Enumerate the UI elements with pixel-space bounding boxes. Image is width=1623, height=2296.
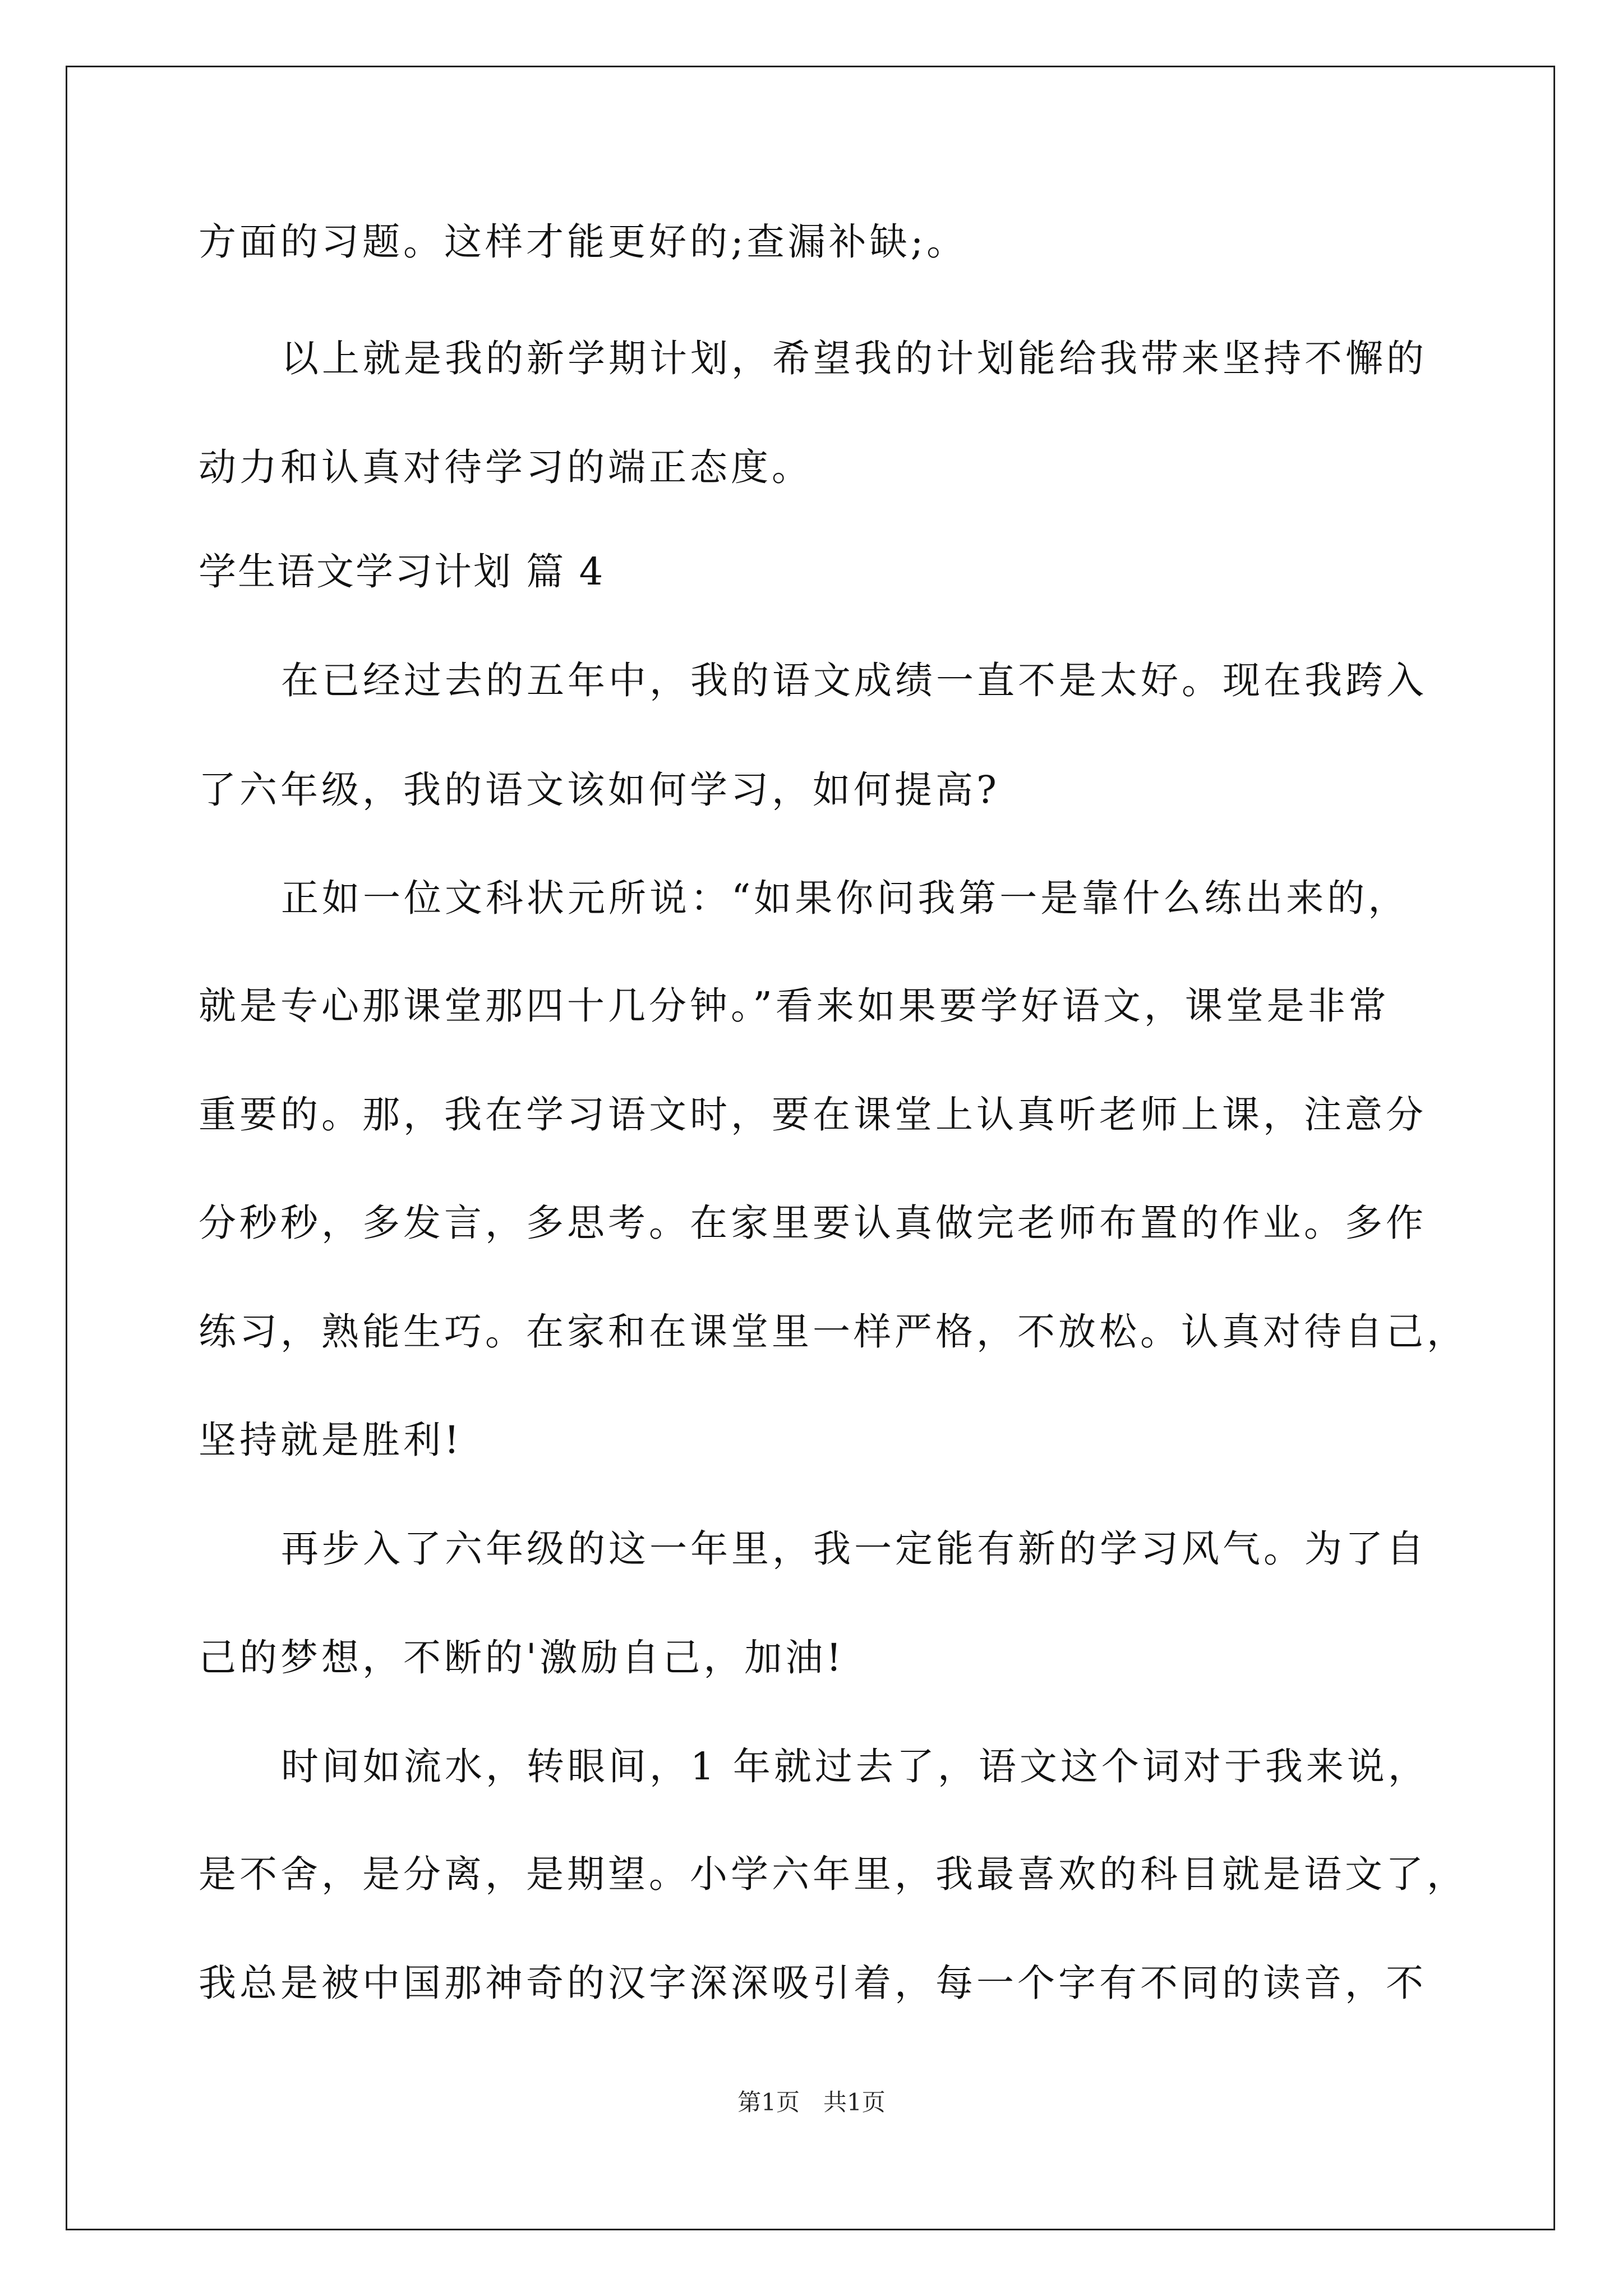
page-number-footer: 第1页 共1页 <box>737 2088 886 2116</box>
text-line: 时间如流水，转眼间，1 年就过去了，语文这个词对于我来说， <box>281 1745 1429 1788</box>
text-line: 在已经过去的五年中，我的语文成绩一直不是太好。现在我跨入 <box>281 659 1427 702</box>
text-line: 正如一位文科状元所说：“如果你问我第一是靠什么练出来的， <box>281 876 1409 920</box>
text-line: 是不舍，是分离，是期望。小学六年里，我最喜欢的科目就是语文了， <box>199 1852 1468 1896</box>
text-line: 分秒秒，多发言，多思考。在家里要认真做完老师布置的作业。多作 <box>199 1201 1427 1245</box>
text-line: 己的梦想，不断的'激励自己，加油! <box>199 1636 845 1680</box>
text-line: 以上就是我的新学期计划，希望我的计划能给我带来坚持不懈的 <box>281 337 1427 380</box>
text-line: 动力和认真对待学习的端正态度。 <box>199 445 813 489</box>
text-line: 重要的。那，我在学习语文时，要在课堂上认真听老师上课，注意分 <box>199 1093 1427 1137</box>
text-line: 了六年级，我的语文该如何学习，如何提高? <box>199 768 1000 812</box>
page-border <box>66 66 1555 2230</box>
text-line: 方面的习题。这样才能更好的;查漏补缺;。 <box>199 220 968 264</box>
section-heading: 学生语文学习计划 篇 4 <box>199 550 605 593</box>
text-line: 练习，熟能生巧。在家和在课堂里一样严格，不放松。认真对待自己， <box>199 1310 1468 1354</box>
text-line: 就是专心那课堂那四十几分钟。”看来如果要学好语文，课堂是非常 <box>199 984 1390 1028</box>
text-line: 我总是被中国那神奇的汉字深深吸引着，每一个字有不同的读音，不 <box>199 1961 1427 2005</box>
text-line: 坚持就是胜利! <box>199 1418 463 1462</box>
text-line: 再步入了六年级的这一年里，我一定能有新的学习风气。为了自 <box>281 1527 1427 1571</box>
